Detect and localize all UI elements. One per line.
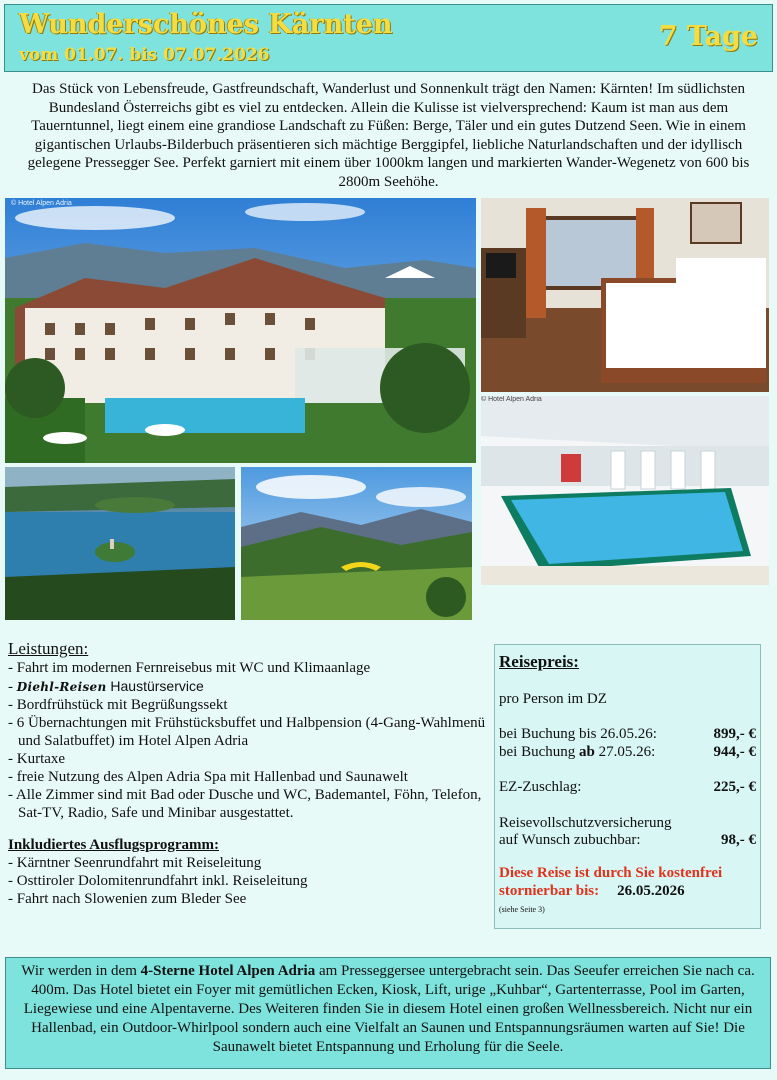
- price-row-late: bei Buchung ab 27.05.26: 944,- €: [499, 743, 756, 760]
- intro-text: Das Stück von Lebensfreude, Gastfreundschaft, Wanderlust und Sonnenkult trägt den Namen: Kärnten! Im südlichsten Bundesland Österreichs gibt es viel zu entdecken. Allein die Kulisse ist vielversprechend: Kaum ist man aus dem Tauerntunnel, liegt einem eine grandiose Landschaft zu Füßen: Berge, Täler und ein gutes Dutzend Seen. Wie in einem gigantischen Urlaubs-Bilderbuch präsentieren sich mächtige Berggipfel, liebliche Naturlandschaften und der idyllisch gelegene Pressegger See. Perfekt garniert mit einem über 1000km langen und markierten Wander-Wegenetz von 600 bis 2800m Seehöhe.: [27, 81, 750, 190]
- price-row-early: bei Buchung bis 26.05.26: 899,- €: [499, 726, 756, 742]
- insurance-label: Reisevollschutzversicherung: [499, 814, 672, 831]
- price-row-insurance: auf Wunsch zubuchbar: 98,- €: [499, 832, 756, 848]
- photo-indoor-pool: [481, 396, 769, 585]
- photo-credit: © Hotel Alpen Adria: [481, 396, 542, 403]
- services-section: [8, 640, 486, 908]
- brand-logo: Diehl-Reisen: [16, 680, 107, 694]
- price-per-person: pro Person im DZ: [499, 690, 607, 707]
- list-item: - freie Nutzung des Alpen Adria Spa mit Hallenbad und Saunawelt: [8, 769, 408, 785]
- header-banner: [4, 4, 773, 72]
- list-item: - Bordfrühstück mit Begrüßungssekt: [8, 697, 228, 713]
- page-reference-note: (siehe Seite 3): [499, 904, 545, 914]
- excursions-list: [8, 854, 486, 908]
- trip-duration: 7 Tage: [658, 21, 758, 52]
- free-cancellation-notice: Diese Reise ist durch Sie kostenfrei stornierbar bis: 26.05.2026: [499, 864, 723, 899]
- photo-credit: © Hotel Alpen Adria: [11, 200, 72, 207]
- list-item: - Diehl-Reisen Haustürservice: [8, 678, 204, 695]
- price-heading: Reisepreis:: [499, 652, 579, 671]
- excursions-heading: Inkludiertes Ausflugsprogramm:: [8, 837, 219, 853]
- list-item: - Kärntner Seenrundfahrt mit Reiseleitung: [8, 855, 262, 871]
- photo-paraglider: [241, 467, 472, 620]
- list-item: - Alle Zimmer sind mit Bad oder Dusche und WC, Bademantel, Föhn, Telefon, Sat-TV, Radio, Safe und Minibar ausgestattet.: [8, 787, 482, 821]
- trip-dates: vom 01.07. bis 07.07.2026: [19, 45, 270, 65]
- services-heading: Leistungen:: [8, 639, 89, 658]
- list-item: - Kurtaxe: [8, 751, 66, 767]
- services-list: [8, 659, 486, 822]
- list-item: - Osttiroler Dolomitenrundfahrt inkl. Reiseleitung: [8, 873, 308, 889]
- price-row-single: EZ-Zuschlag: 225,- €: [499, 779, 756, 795]
- cancel-date: 26.05.2026: [617, 882, 685, 899]
- hotel-name: 4-Sterne Hotel Alpen Adria: [140, 963, 316, 979]
- price-box: [494, 644, 761, 929]
- photo-hotel-exterior: [5, 198, 476, 463]
- photo-lake: [5, 467, 235, 620]
- hotel-description: Wir werden in dem 4-Sterne Hotel Alpen Adria am Presseggersee untergebracht sein. Das Seeufer erreichen Sie nach ca. 400m. Das Hotel bietet ein Foyer mit gemütlichen Ecken, Kiosk, Lift, urige „Kuhbar“, Gartenterrasse, Pool im Garten, Liegewiese und eine Alpentaverne. Des Weiteren finden Sie in diesem Hotel einen großen Wellnessbereich. Nicht nur ein Hallenbad, ein Outdoor-Whirlpool sondern auch eine Vielfalt an Saunen und Entspannungsräumen warten auf Sie! Die Saunawelt bietet Entspannung und Erholung für die Seele.: [5, 957, 771, 1069]
- list-item: - 6 Übernachtungen mit Frühstücksbuffet und Halbpension (4-Gang-Wahlmenü und Salatbuffet) im Hotel Alpen Adria: [8, 715, 486, 749]
- trip-title: Wunderschönes Kärnten: [19, 9, 393, 40]
- list-item: - Fahrt nach Slowenien zum Bleder See: [8, 891, 247, 907]
- photo-hotel-room: [481, 198, 769, 392]
- list-item: - Fahrt im modernen Fernreisebus mit WC und Klimaanlage: [8, 660, 371, 676]
